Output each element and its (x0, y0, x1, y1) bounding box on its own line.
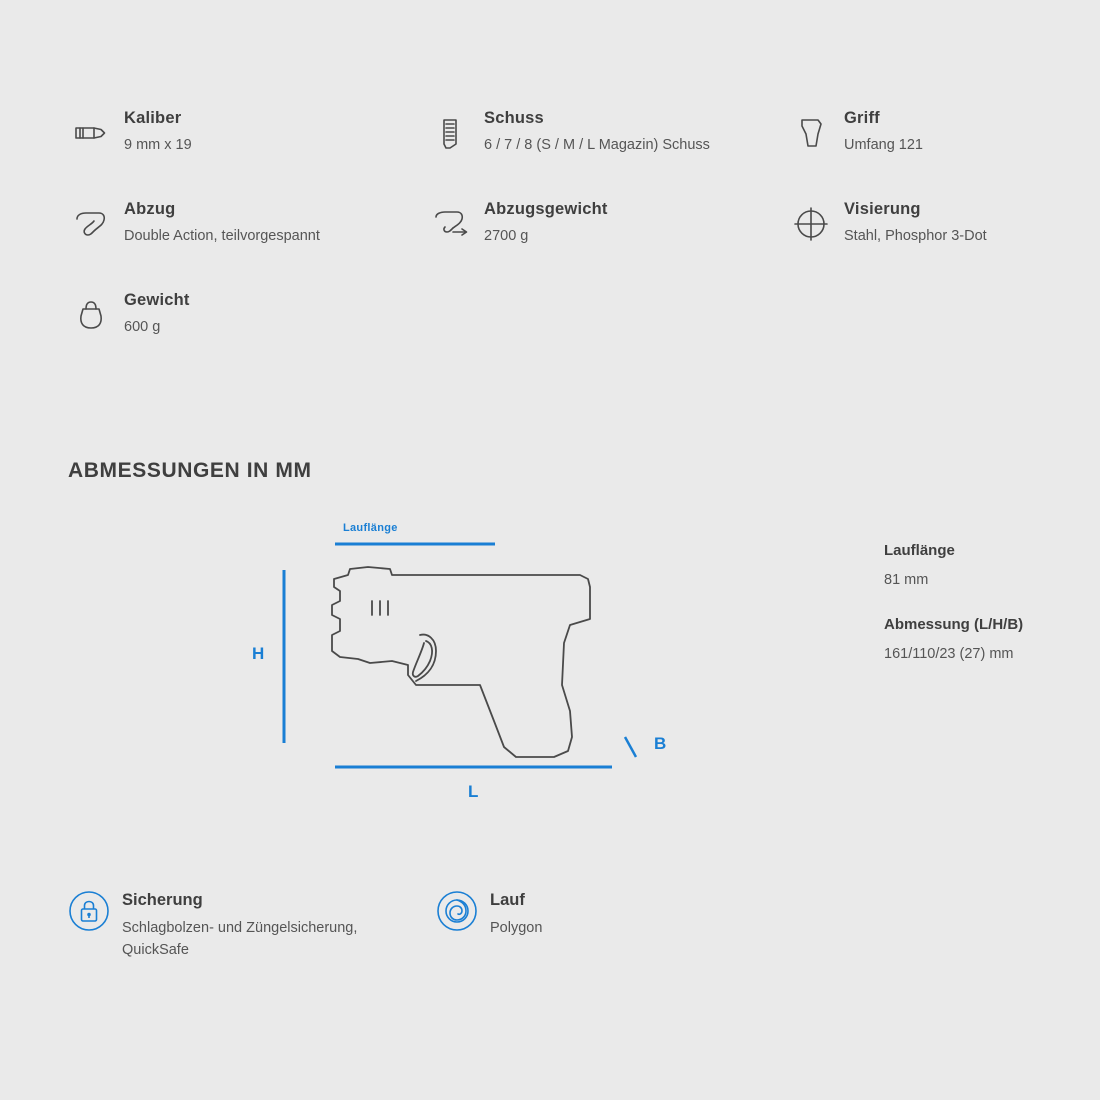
spec-item-kaliber (68, 108, 428, 199)
feature-value: Polygon (490, 920, 543, 936)
spec-text-abzug (114, 199, 320, 246)
dimension-item-barrel-length (884, 540, 1084, 590)
spec-text-schuss (474, 108, 710, 155)
page-title: ABMESSUNGEN IN MM (68, 459, 312, 482)
grip-icon (788, 110, 834, 156)
spec-text-visierung (834, 199, 987, 246)
trigger-icon (68, 201, 114, 247)
spec-item-abzug (68, 199, 428, 290)
spec-item-abzugsgewicht (428, 199, 788, 290)
spec-text-abzugsgewicht (474, 199, 608, 246)
dimension-item-overall (884, 614, 1084, 664)
spec-value: Umfang 121 (844, 137, 923, 153)
spec-title: Visierung (844, 200, 921, 218)
specifications-grid (68, 108, 1036, 381)
spec-value: 6 / 7 / 8 (S / M / L Magazin) Schuss (484, 137, 710, 153)
spec-text-gewicht (114, 290, 190, 337)
pistol-outline-svg (240, 515, 720, 815)
feature-title: Lauf (490, 891, 525, 909)
spec-value: 600 g (124, 319, 161, 335)
spec-item-gewicht (68, 290, 428, 381)
spec-value: Stahl, Phosphor 3-Dot (844, 228, 987, 244)
spec-title: Griff (844, 109, 880, 127)
sight-icon (788, 201, 834, 247)
spec-title: Kaliber (124, 109, 182, 127)
dimension-value: 161/110/23 (27) mm (884, 646, 1014, 662)
cartridge-icon (68, 110, 114, 156)
diagram-label-barrel-length: Lauflänge (343, 522, 398, 534)
dimension-value: 81 mm (884, 572, 929, 588)
features-row (68, 890, 768, 961)
dimension-label: Abmessung (L/H/B) (884, 616, 1024, 633)
diagram-label-width: B (654, 734, 667, 753)
feature-text-lauf (478, 890, 542, 939)
spec-value: 9 mm x 19 (124, 137, 192, 153)
spec-text-griff (834, 108, 923, 155)
dimension-label: Lauflänge (884, 542, 955, 559)
magazine-icon (428, 110, 474, 156)
dimensions-list (884, 540, 1084, 688)
feature-text-sicherung (110, 890, 362, 961)
spec-title: Schuss (484, 109, 544, 127)
spec-value: Double Action, teilvorgespannt (124, 228, 320, 244)
pistol-outline-path (332, 567, 590, 757)
dimensions-diagram (240, 515, 720, 815)
feature-value: Schlagbolzen- und Züngelsicherung, QuickSafe (122, 920, 358, 958)
spec-item-schuss (428, 108, 788, 199)
spec-title: Gewicht (124, 291, 190, 309)
barrel-rifling-icon (436, 890, 478, 932)
spec-value: 2700 g (484, 228, 529, 244)
spec-title: Abzugsgewicht (484, 200, 608, 218)
diagram-label-height: H (252, 644, 265, 663)
feature-item-lauf (436, 890, 768, 961)
spec-item-griff (788, 108, 1036, 199)
feature-title: Sicherung (122, 891, 203, 909)
spec-title: Abzug (124, 200, 176, 218)
spec-item-visierung (788, 199, 1036, 290)
trigger-weight-icon (428, 201, 474, 247)
diagram-label-length: L (468, 782, 479, 801)
weight-icon (68, 292, 114, 338)
width-measure (625, 737, 636, 757)
feature-item-sicherung (68, 890, 436, 961)
lock-icon (68, 890, 110, 932)
spec-text-kaliber (114, 108, 192, 155)
